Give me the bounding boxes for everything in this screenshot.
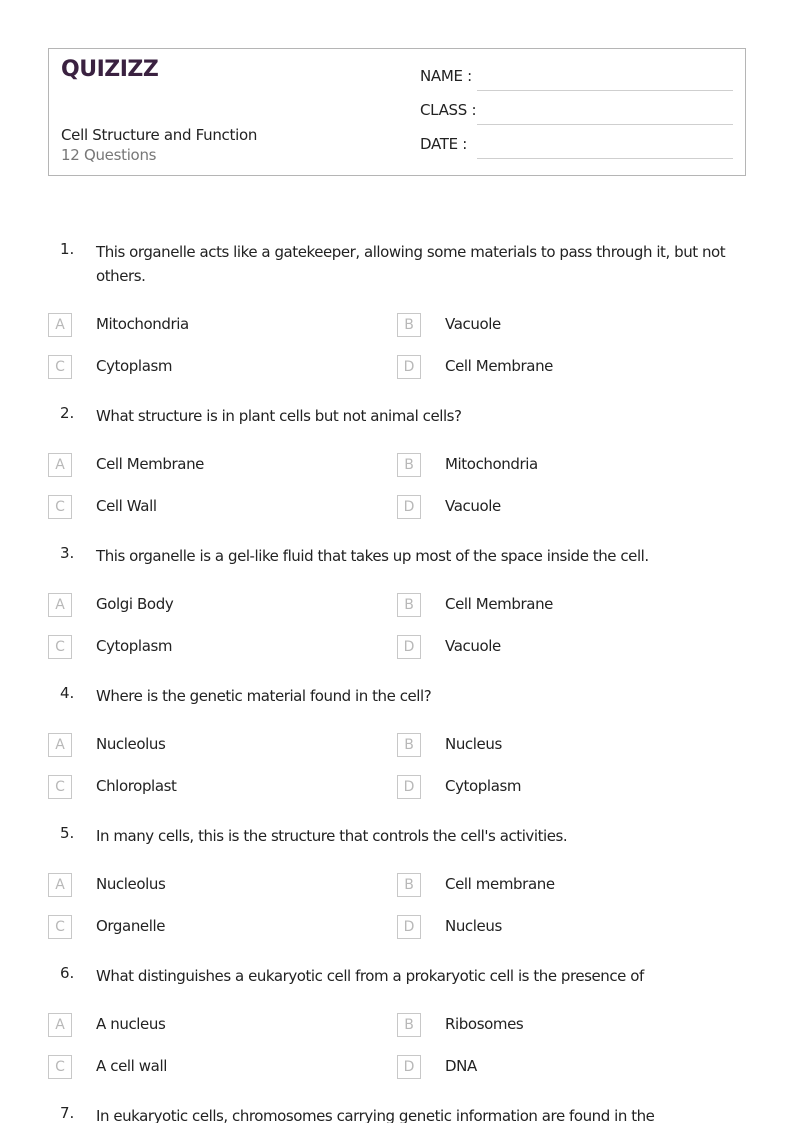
option-letter-box[interactable]: A [48,1013,72,1037]
option-text: Organelle [96,917,166,935]
worksheet-title: Cell Structure and Function [61,126,258,144]
option-text: Vacuole [445,637,501,655]
option-text: A cell wall [96,1057,168,1075]
option-letter-box[interactable]: D [397,635,421,659]
quizizz-logo: QUIZIZZ [61,57,159,82]
option-letter-box[interactable]: D [397,495,421,519]
option-text: A nucleus [96,1015,166,1033]
option-letter-box[interactable]: A [48,453,72,477]
option-letter-box[interactable]: A [48,733,72,757]
worksheet-header [48,48,746,176]
question-number: 1. [60,240,75,258]
question-number: 4. [60,684,75,702]
option-letter-box[interactable]: A [48,593,72,617]
option-text: Mitochondria [96,315,189,333]
question-text: In eukaryotic cells, chromosomes carrying genetic information are found in the [96,1107,655,1123]
question-number: 5. [60,824,75,842]
option-letter-box[interactable]: C [48,635,72,659]
option-text: Cell Membrane [445,357,554,375]
option-letter-box[interactable]: B [397,313,421,337]
option-letter-box[interactable]: C [48,775,72,799]
option-text: Nucleus [445,735,502,753]
option-text: Nucleolus [96,735,166,753]
question-text: In many cells, this is the structure that controls the cell's activities. [96,827,568,845]
class-line[interactable] [477,124,733,125]
option-text: Cytoplasm [96,637,173,655]
question-number: 3. [60,544,75,562]
option-letter-box[interactable]: C [48,915,72,939]
option-text: Vacuole [445,497,501,515]
option-text: Nucleus [445,917,502,935]
option-letter-box[interactable]: D [397,355,421,379]
name-line[interactable] [477,90,733,91]
question-text: This organelle acts like a gatekeeper, allowing some materials to pass through it, but not others. [96,243,726,285]
date-field[interactable] [420,135,733,159]
question-text: What distinguishes a eukaryotic cell from a prokaryotic cell is the presence of [96,967,644,985]
question-number: 2. [60,404,75,422]
name-field[interactable] [420,67,733,91]
option-letter-box[interactable]: C [48,1055,72,1079]
option-letter-box[interactable]: C [48,355,72,379]
option-text: Cell Wall [96,497,157,515]
option-text: Ribosomes [445,1015,524,1033]
option-text: Cell Membrane [96,455,205,473]
option-text: DNA [445,1057,477,1075]
option-letter-box[interactable]: D [397,1055,421,1079]
question-text: Where is the genetic material found in the cell? [96,687,432,705]
date-label: DATE : [420,135,468,153]
option-text: Mitochondria [445,455,538,473]
question-count: 12 Questions [61,146,157,164]
option-letter-box[interactable]: D [397,915,421,939]
option-letter-box[interactable]: B [397,1013,421,1037]
option-letter-box[interactable]: A [48,873,72,897]
option-letter-box[interactable]: B [397,593,421,617]
option-text: Vacuole [445,315,501,333]
option-text: Chloroplast [96,777,177,795]
option-letter-box[interactable]: D [397,775,421,799]
class-label: CLASS : [420,101,477,119]
question-text: This organelle is a gel-like fluid that takes up most of the space inside the cell. [96,547,649,565]
option-text: Golgi Body [96,595,174,613]
date-line[interactable] [477,158,733,159]
question-number: 6. [60,964,75,982]
option-letter-box[interactable]: B [397,733,421,757]
option-letter-box[interactable]: B [397,453,421,477]
option-text: Cell membrane [445,875,555,893]
option-text: Cytoplasm [445,777,522,795]
option-text: Nucleolus [96,875,166,893]
question-text: What structure is in plant cells but not animal cells? [96,407,462,425]
option-text: Cell Membrane [445,595,554,613]
option-letter-box[interactable]: C [48,495,72,519]
question-number: 7. [60,1104,75,1122]
option-text: Cytoplasm [96,357,173,375]
name-label: NAME : [420,67,472,85]
option-letter-box[interactable]: B [397,873,421,897]
class-field[interactable] [420,101,733,125]
option-letter-box[interactable]: A [48,313,72,337]
